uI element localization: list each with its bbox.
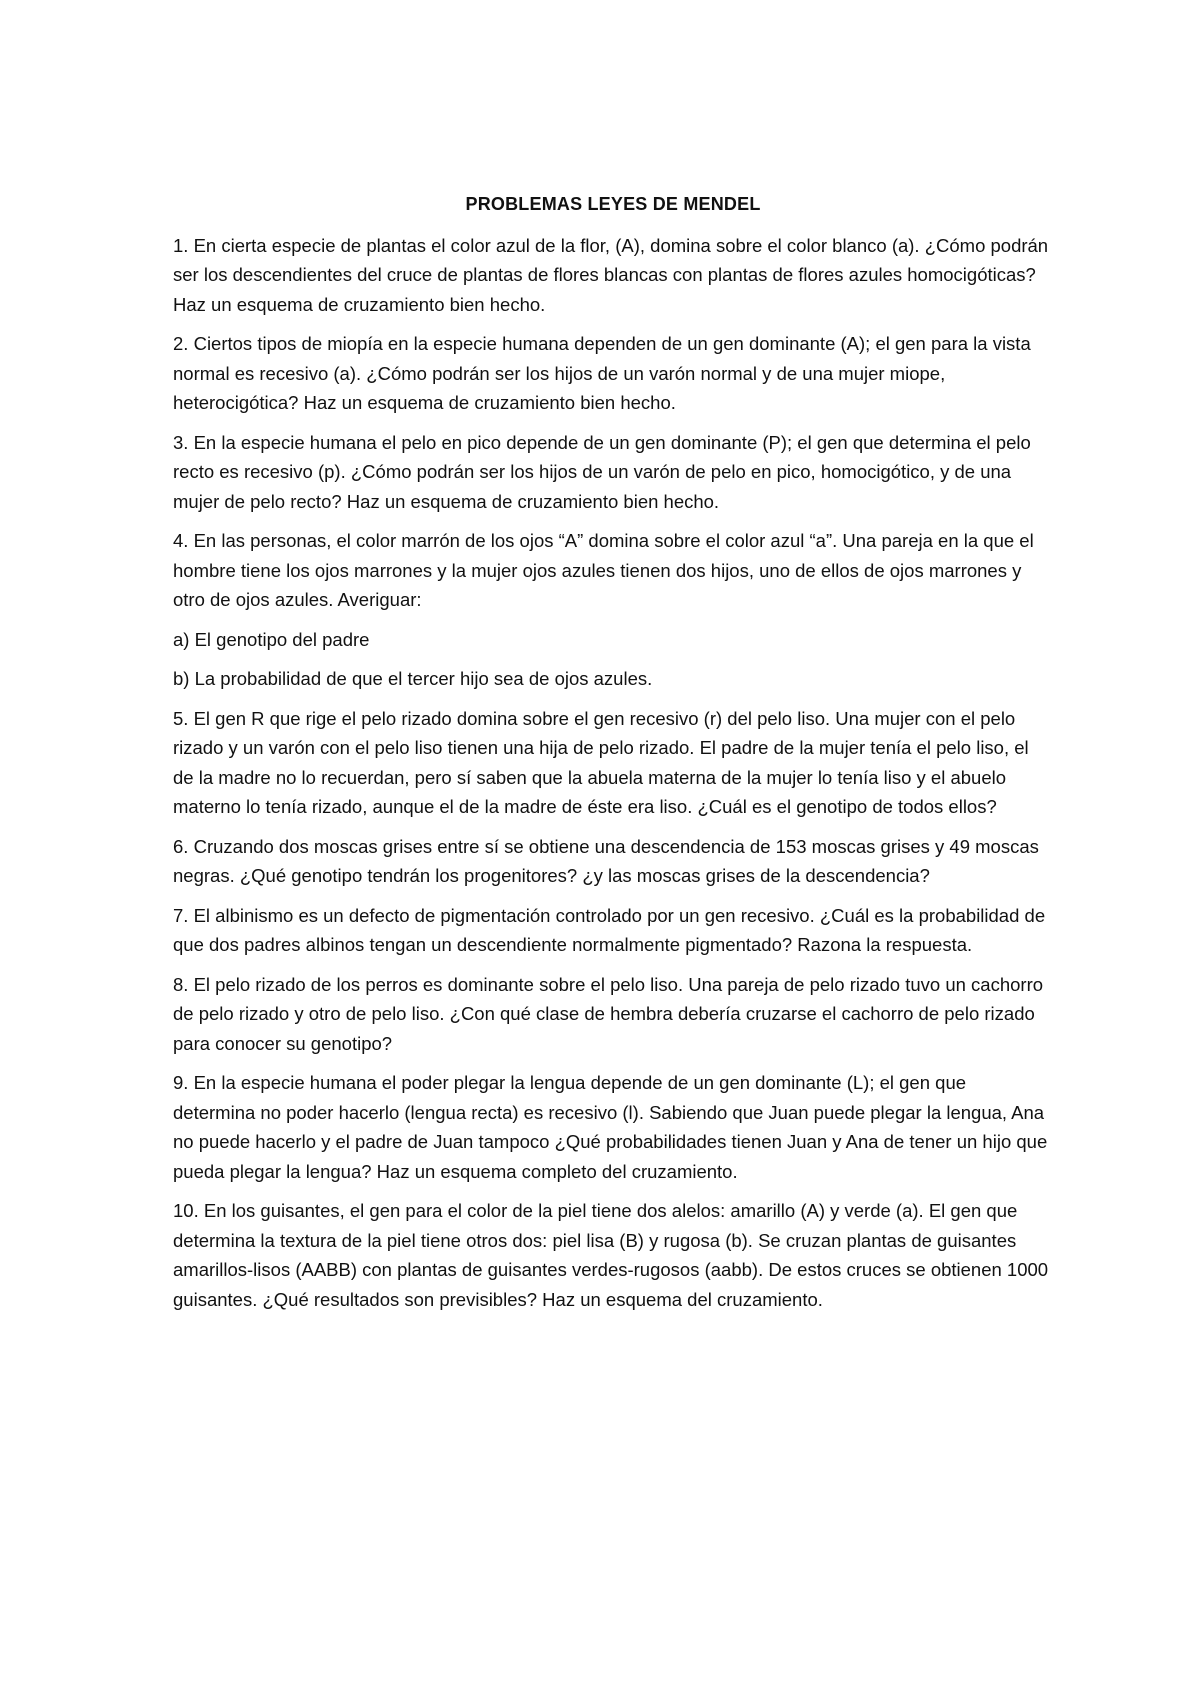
- problem-text: En la especie humana el pelo en pico depende de un gen dominante (P); el gen que determina el pelo recto es recesivo (p). ¿Cómo podrán ser los hijos de un varón de pelo en pico, homocigótico, y de una mujer de pelo recto? Haz un esquema de cruzamiento bien hecho.: [173, 431, 1031, 512]
- problem-text: El pelo rizado de los perros es dominante sobre el pelo liso. Una pareja de pelo rizado tuvo un cachorro de pelo rizado y otro de pelo liso. ¿Con qué clase de hembra debería cruzarse el cachorro de pelo rizado para conocer su genotipo?: [173, 973, 1044, 1054]
- problem-number: 10.: [173, 1200, 199, 1221]
- problem-text: b) La probabilidad de que el tercer hijo sea de ojos azules.: [173, 668, 653, 689]
- problem-number: 2.: [173, 333, 189, 354]
- problem-number: 6.: [173, 835, 189, 857]
- document-title: PROBLEMAS LEYES DE MENDEL: [465, 194, 761, 214]
- problem-4-part-b: [173, 664, 1053, 694]
- problem-text: El albinismo es un defecto de pigmentación controlado por un gen recesivo. ¿Cuál es la probabilidad de que dos padres albinos tengan un descendiente normalmente pigmentado? Razona la respuesta.: [173, 904, 1046, 955]
- problem-4: [173, 526, 1053, 615]
- problem-text: Cruzando dos moscas grises entre sí se obtiene una descendencia de 153 moscas grises y 49 moscas negras. ¿Qué genotipo tendrán los progenitores? ¿y las moscas grises de la descendencia?: [173, 835, 1039, 886]
- problem-text: En cierta especie de plantas el color azul de la flor, (A), domina sobre el color blanco (a). ¿Cómo podrán ser los descendientes del cruce de plantas de flores blancas con plantas de flores azules homocigóticas? Haz un esquema de cruzamiento bien hecho.: [173, 234, 1049, 315]
- problem-9: [173, 1068, 1053, 1186]
- problem-4-part-a: [173, 625, 1053, 655]
- problem-number: 7.: [173, 904, 189, 926]
- problem-number: 9.: [173, 1072, 189, 1093]
- problem-2: [173, 329, 1053, 418]
- problem-7: [173, 901, 1053, 960]
- problem-6: [173, 832, 1053, 891]
- problem-1: [173, 231, 1053, 320]
- problem-text: En los guisantes, el gen para el color de la piel tiene dos alelos: amarillo (A) y verde (a). El gen que determina la textura de la piel tiene otros dos: piel lisa (B) y rugosa (b). Se cruzan plantas de guisantes amarillos-lisos (AABB) con plantas de guisantes verdes-rugosos (aabb). De estos cruces se obtienen 1000 guisantes. ¿Qué resultados son previsibles? Haz un esquema del cruzamiento.: [173, 1200, 1049, 1310]
- problem-text: En la especie humana el poder plegar la lengua depende de un gen dominante (L); el gen que determina no poder hacerlo (lengua recta) es recesivo (l). Sabiendo que Juan puede plegar la lengua, Ana no puede hacerlo y el padre de Juan tampoco ¿Qué probabilidades tienen Juan y Ana de tener un hijo que pueda plegar la lengua? Haz un esquema completo del cruzamiento.: [173, 1072, 1048, 1182]
- document-page: [173, 190, 1053, 1324]
- problem-text: El gen R que rige el pelo rizado domina sobre el gen recesivo (r) del pelo liso. Una mujer con el pelo rizado y un varón con el pelo liso tienen una hija de pelo rizado. El padre de la mujer tenía el pelo liso, el de la madre no lo recuerdan, pero sí saben que la abuela materna de la mujer lo tenía liso y el abuelo materno lo tenía rizado, aunque el de la madre de éste era liso. ¿Cuál es el genotipo de todos ellos?: [173, 707, 1029, 817]
- problem-number: 1.: [173, 234, 189, 256]
- problem-number: 8.: [173, 973, 189, 995]
- problem-text: Ciertos tipos de miopía en la especie humana dependen de un gen dominante (A); el gen para la vista normal es recesivo (a). ¿Cómo podrán ser los hijos de un varón normal y de una mujer miope, heterocigótica? Haz un esquema de cruzamiento bien hecho.: [173, 333, 1031, 413]
- problem-8: [173, 970, 1053, 1059]
- problem-3: [173, 428, 1053, 517]
- problem-number: 5.: [173, 707, 189, 729]
- problem-text: En las personas, el color marrón de los ojos “A” domina sobre el color azul “a”. Una pareja en la que el hombre tiene los ojos marrones y la mujer ojos azules tienen dos hijos, uno de ellos de ojos marrones y otro de ojos azules. Averiguar:: [173, 530, 1034, 610]
- problem-5: [173, 704, 1053, 822]
- problem-10: [173, 1196, 1053, 1314]
- problem-number: 3.: [173, 431, 189, 453]
- problem-text: a) El genotipo del padre: [173, 628, 370, 650]
- problem-number: 4.: [173, 530, 189, 551]
